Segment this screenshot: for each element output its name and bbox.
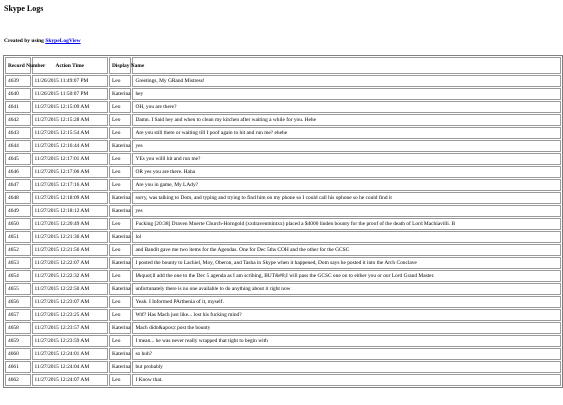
message-cell: OR yes you are there. Haha	[132, 166, 561, 178]
record-number-cell: 4642	[5, 114, 31, 126]
message-cell: I mean... he was never really wrapped that tight to begin with	[132, 335, 561, 347]
display-name-cell: Katerina	[109, 322, 131, 334]
record-number-cell: 4660	[5, 348, 31, 360]
record-number-cell: 4659	[5, 335, 31, 347]
display-name-cell: Leo	[109, 309, 131, 321]
message-cell: Are you still there or waiting till I poof again to hit and run me? ehehe	[132, 127, 561, 139]
record-number-cell: 4644	[5, 140, 31, 152]
created-by-line	[4, 38, 81, 44]
action-time-cell: 11/27/2015 12:22:50 AM	[32, 283, 109, 295]
table-row	[5, 283, 561, 295]
message-cell: yes	[132, 140, 561, 152]
action-time-cell: 11/27/2015 12:24:01 AM	[32, 348, 109, 360]
action-time-cell: 11/27/2015 12:23:25 AM	[32, 309, 109, 321]
message-cell: but probably	[132, 361, 561, 373]
table-row	[5, 114, 561, 126]
display-name-cell: Leo	[109, 374, 131, 386]
action-time-cell: 11/27/2015 12:24:04 AM	[32, 361, 109, 373]
table-row	[5, 153, 561, 165]
table-header-row	[5, 57, 561, 74]
display-name-cell: Leo	[109, 296, 131, 308]
record-number-cell: 4641	[5, 101, 31, 113]
table-row	[5, 296, 561, 308]
message-cell: Damn. I Said hey and when to clean my kitchen after waiting a while for you. Hehe	[132, 114, 561, 126]
skypelogview-link[interactable]: SkypeLogView	[45, 38, 81, 44]
table-row	[5, 244, 561, 256]
message-cell: YEs you willl hit and run me?	[132, 153, 561, 165]
record-number-cell: 4661	[5, 361, 31, 373]
table-row	[5, 140, 561, 152]
action-time-cell: 11/27/2015 12:22:32 AM	[32, 270, 109, 282]
display-name-cell: Katerina	[109, 348, 131, 360]
table-row	[5, 231, 561, 243]
table-row	[5, 192, 561, 204]
display-name-cell: Katerina	[109, 192, 131, 204]
action-time-cell: 11/27/2015 12:23:07 AM	[32, 296, 109, 308]
table-row	[5, 179, 561, 191]
action-time-cell: 11/27/2015 12:18:12 AM	[32, 205, 109, 217]
action-time-cell: 11/27/2015 12:24:07 AM	[32, 374, 109, 386]
message-cell: unfortunately there is no one available to do anything about it right now	[132, 283, 561, 295]
action-time-cell: 11/27/2015 12:15:09 AM	[32, 101, 109, 113]
display-name-cell: Katerina	[109, 257, 131, 269]
record-number-cell: 4657	[5, 309, 31, 321]
record-number-cell: 4639	[5, 75, 31, 87]
record-number-cell: 4640	[5, 88, 31, 100]
message-cell: OH, you are there?	[132, 101, 561, 113]
record-number-cell: 4648	[5, 192, 31, 204]
message-cell: so huh?	[132, 348, 561, 360]
display-name-cell: Leo	[109, 114, 131, 126]
action-time-cell: 11/27/2015 12:23:57 AM	[32, 322, 109, 334]
action-time-cell: 11/26/2015 11:49:07 PM	[32, 75, 109, 87]
display-name-cell: Leo	[109, 179, 131, 191]
table-row	[5, 75, 561, 87]
record-number-cell: 4647	[5, 179, 31, 191]
display-name-cell: Katerina	[109, 205, 131, 217]
table-row	[5, 218, 561, 230]
display-name-cell: Leo	[109, 127, 131, 139]
skype-log-table	[3, 55, 563, 388]
action-time-cell: 11/27/2015 12:20:49 AM	[32, 218, 109, 230]
action-time-cell: 11/27/2015 12:17:06 AM	[32, 166, 109, 178]
message-cell: and Bandit gave me two items for the Agendas. One for Dec 5ths COH and the other for the GCSC	[132, 244, 561, 256]
record-number-cell: 4654	[5, 270, 31, 282]
display-name-cell: Katerina	[109, 231, 131, 243]
action-time-cell: 11/27/2015 12:21:36 AM	[32, 231, 109, 243]
action-time-cell: 11/27/2015 12:15:28 AM	[32, 114, 109, 126]
record-number-cell: 4649	[5, 205, 31, 217]
record-number-cell: 4652	[5, 244, 31, 256]
display-name-cell: Leo	[109, 101, 131, 113]
message-cell: I Know that.	[132, 374, 561, 386]
action-time-cell: 11/27/2015 12:15:54 AM	[32, 127, 109, 139]
display-name-cell: Katerina	[109, 88, 131, 100]
message-cell: Mach didn&apos;t post the bounty	[132, 322, 561, 334]
display-name-cell: Leo	[109, 335, 131, 347]
display-name-cell: Katerina	[109, 283, 131, 295]
table-row	[5, 348, 561, 360]
created-by-prefix: Created by using	[4, 38, 46, 44]
message-cell: Are you in game, My LAdy?	[132, 179, 561, 191]
message-cell: lol	[132, 231, 561, 243]
action-time-cell: 11/27/2015 12:17:01 AM	[32, 153, 109, 165]
table-row	[5, 361, 561, 373]
table-row	[5, 257, 561, 269]
message-cell: hey	[132, 88, 561, 100]
record-number-cell: 4655	[5, 283, 31, 295]
table-row	[5, 166, 561, 178]
table-row	[5, 127, 561, 139]
record-number-cell: 4653	[5, 257, 31, 269]
table-row	[5, 270, 561, 282]
display-name-cell: Leo	[109, 270, 131, 282]
display-name-cell: Leo	[109, 244, 131, 256]
action-time-cell: 11/27/2015 12:22:07 AM	[32, 257, 109, 269]
action-time-cell: 11/27/2015 12:17:16 AM	[32, 179, 109, 191]
record-number-cell: 4662	[5, 374, 31, 386]
action-time-cell: 11/27/2015 12:18:09 AM	[32, 192, 109, 204]
message-cell: yes	[132, 205, 561, 217]
message-cell: I&quot;ll add the one to the Dec 5 agenda as I am scribing, BUT&#8;I will pass the GCSC one on to either you or our Lord Grand Master.	[132, 270, 561, 282]
header-message	[132, 57, 561, 74]
display-name-cell: Katerina	[109, 140, 131, 152]
display-name-cell: Leo	[109, 166, 131, 178]
display-name-cell: Leo	[109, 75, 131, 87]
record-number-cell: 4643	[5, 127, 31, 139]
message-cell: I posted the bounty to Lachiel, Moy, Oberon, and Tasha in Skype when it happened, Dom says he posted it into the Arch Conclave	[132, 257, 561, 269]
table-row	[5, 322, 561, 334]
table-row	[5, 374, 561, 386]
message-cell: Wtf? Has Mach just like... lost his fucking mind?	[132, 309, 561, 321]
record-number-cell: 4645	[5, 153, 31, 165]
message-cell: sorry, was talking to Dom, and typing and trying to find him on my phone so I could call his ophone so he could find it	[132, 192, 561, 204]
action-time-cell: 11/27/2015 12:21:56 AM	[32, 244, 109, 256]
message-cell: Yeah. I Informed PArthenia of it, myself.	[132, 296, 561, 308]
record-number-cell: 4658	[5, 322, 31, 334]
action-time-cell: 11/26/2015 11:50:07 PM	[32, 88, 109, 100]
message-cell: Greetings, My GRand Mistress!	[132, 75, 561, 87]
action-time-cell: 11/27/2015 12:16:44 AM	[32, 140, 109, 152]
header-record-number: Record Number	[5, 57, 31, 74]
header-action-time: Action Time	[32, 57, 109, 74]
table-row	[5, 205, 561, 217]
record-number-cell: 4651	[5, 231, 31, 243]
table-row	[5, 88, 561, 100]
table-row	[5, 335, 561, 347]
display-name-cell: Leo	[109, 153, 131, 165]
table-body	[5, 75, 561, 386]
page-title: Skype Logs	[4, 4, 44, 13]
table-row	[5, 309, 561, 321]
record-number-cell: 4656	[5, 296, 31, 308]
display-name-cell: Leo	[109, 218, 131, 230]
record-number-cell: 4646	[5, 166, 31, 178]
table-row	[5, 101, 561, 113]
action-time-cell: 11/27/2015 12:23:59 AM	[32, 335, 109, 347]
record-number-cell: 4650	[5, 218, 31, 230]
display-name-cell: Katerina	[109, 361, 131, 373]
message-cell: Fucking [20:38] Draven Muerte Church-Horngold (xxdravenmintxx) placed a $4000 linden bounty for the proof of the death of Lord Machiavilli. B	[132, 218, 561, 230]
header-display-name: Display Name	[109, 57, 131, 74]
